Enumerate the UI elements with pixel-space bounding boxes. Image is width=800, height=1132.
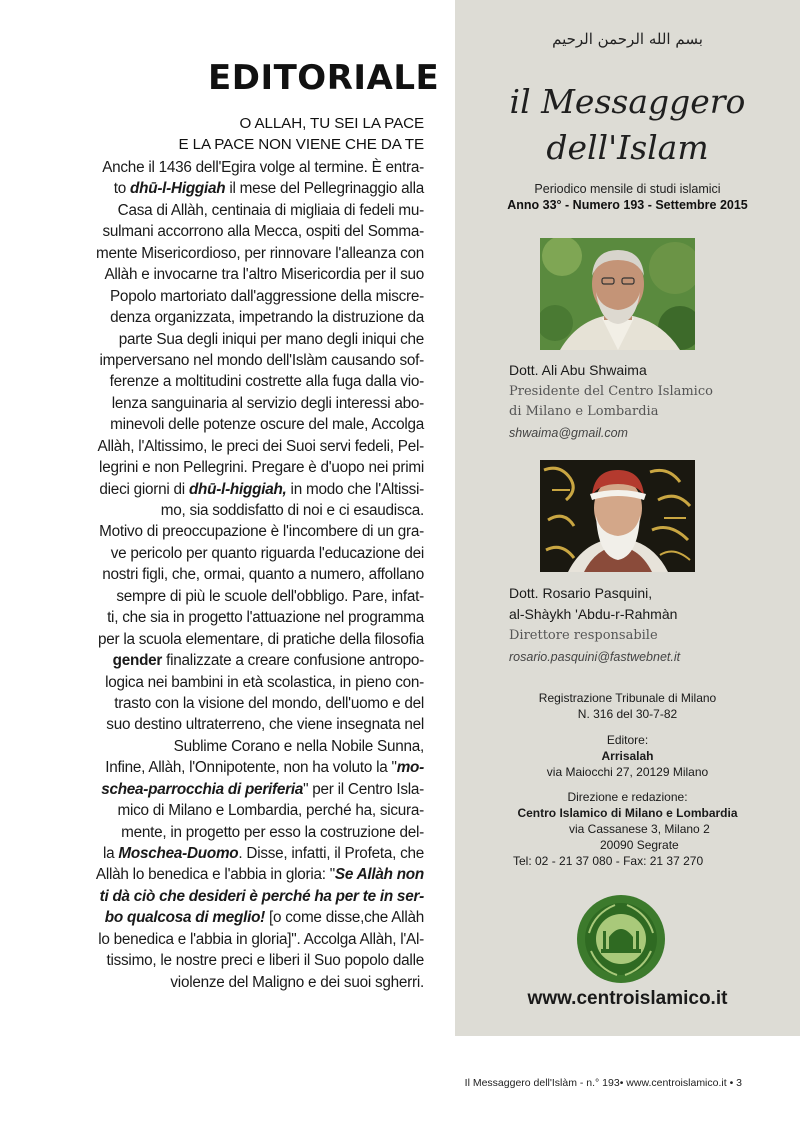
editorial-line xyxy=(84,607,424,628)
publisher-name: Arrisalah xyxy=(601,749,654,763)
person-role-2: Direttore responsabile xyxy=(509,628,658,643)
editorial-line xyxy=(84,629,424,650)
body-text: legrini e non Pellegrini. Pregare è d'uopo nei primi xyxy=(99,459,424,477)
editorial-line xyxy=(84,243,424,264)
body-text: sempre di più le scuole dell'obbligo. Pare, infat- xyxy=(116,587,424,605)
body-text: lenza sanguinaria al servizio degli interessi abo- xyxy=(111,394,424,412)
office-phone: Tel: 02 - 21 37 080 - Fax: 21 37 270 xyxy=(513,854,704,868)
person-role-1b: di Milano e Lombardia xyxy=(509,404,659,419)
publisher-address: via Maiocchi 27, 20129 Milano xyxy=(546,765,709,779)
body-text: minevoli delle potenze oscure del male, Accolga xyxy=(110,416,424,434)
editorial-line xyxy=(84,779,424,800)
website-url: www.centroislamico.it xyxy=(527,988,728,1009)
body-text: " per il Centro Isla- xyxy=(303,780,424,798)
body-text: in modo che l'Altissi- xyxy=(286,480,424,498)
body-text: Motivo di preoccupazione è l'incombere di un gra- xyxy=(99,523,424,541)
body-text: mico di Milano e Lombardia, perché ha, sicura- xyxy=(117,802,424,820)
editorial-line xyxy=(84,479,424,500)
body-text: [o come disse,che Allàh xyxy=(265,909,424,927)
body-text: Allàh lo benedica e l'abbia in gloria: " xyxy=(95,866,335,884)
mosque-seal-logo-icon xyxy=(575,893,667,985)
body-text: ve pericolo per quanto riguarda l'educazione dei xyxy=(110,544,424,562)
editorial-line xyxy=(84,650,424,671)
editorial-line xyxy=(84,264,424,285)
office-label: Direzione e redazione: xyxy=(567,790,688,804)
emphasis-text: Se Allàh non xyxy=(334,866,424,884)
emphasis-text: bo qualcosa di meglio! xyxy=(104,909,266,927)
body-text: mente, in progetto per esso la costruzione del- xyxy=(121,823,424,841)
person-title-2: al-Shàykh 'Abdu-r-Rahmàn xyxy=(509,606,678,622)
editorial-line xyxy=(84,864,424,885)
editorial-line xyxy=(84,714,424,735)
office-name: Centro Islamico di Milano e Lombardia xyxy=(517,806,738,820)
body-text: to xyxy=(113,180,131,198)
body-text: logica nei bambini in età scolastica, in pieno con- xyxy=(105,673,424,691)
body-text: suo destino ultraterreno, che viene insegnata nel xyxy=(106,716,424,734)
body-text: trasto con la visione del mondo, dell'uomo e del xyxy=(114,694,424,712)
editorial-line xyxy=(84,521,424,542)
body-text: per la scuola elementare, di pratiche della filosofia xyxy=(97,630,424,648)
editorial-body xyxy=(84,157,424,993)
body-text: Casa di Allàh, centinaia di migliaia di fedeli mu- xyxy=(117,201,424,219)
editorial-line xyxy=(84,350,424,371)
editorial-line xyxy=(84,436,424,457)
editorial-line xyxy=(84,393,424,414)
body-text: . Disse, infatti, il Profeta, che xyxy=(238,845,424,862)
editorial-line xyxy=(84,757,424,778)
editorial-line xyxy=(84,843,424,864)
editorial-line xyxy=(84,157,424,178)
body-text: Allàh e invocarne tra l'altro Misericordia per il suo xyxy=(104,266,424,284)
magazine-issue: Anno 33° - Numero 193 - Settembre 2015 xyxy=(507,198,748,212)
editorial-line xyxy=(84,586,424,607)
editorial-line xyxy=(84,307,424,328)
editorial-line xyxy=(84,564,424,585)
body-text: parte Sua degli iniqui per mano degli iniqui che xyxy=(118,330,424,348)
editorial-line xyxy=(84,329,424,350)
editorial-line xyxy=(84,972,424,993)
editorial-line xyxy=(84,822,424,843)
magazine-subtitle: Periodico mensile di studi islamici xyxy=(534,182,721,196)
person-name-2: Dott. Rosario Pasquini, xyxy=(509,585,653,601)
page-footer: Il Messaggero dell'Islàm - n.° 193• www.centroislamico.it • 3 xyxy=(464,1077,742,1089)
editorial-subhead-2: E LA PACE NON VIENE CHE DA TE xyxy=(178,136,424,153)
emphasis-text: Moschea-Duomo xyxy=(118,845,239,862)
person-name-1: Dott. Ali Abu Shwaima xyxy=(509,362,647,378)
editorial-line xyxy=(84,371,424,392)
emphasis-text: mo- xyxy=(396,759,424,777)
editorial-line xyxy=(84,414,424,435)
body-text: mente Misericordioso, per rinnovare l'alleanza con xyxy=(96,244,424,262)
editorial-line xyxy=(84,672,424,693)
editorial-line xyxy=(84,178,424,199)
body-text: Sublime Corano e nella Nobile Sunna, xyxy=(173,737,424,755)
person-email-1: shwaima@gmail.com xyxy=(509,426,628,440)
basmala-calligraphy: بسم الله الرحمن الرحيم xyxy=(552,30,703,48)
person-email-2: rosario.pasquini@fastwebnet.it xyxy=(509,650,681,664)
body-text: Allàh, l'Altissimo, le preci dei Suoi servi fedeli, Pel- xyxy=(97,437,424,455)
editorial-line xyxy=(84,929,424,950)
editorial-title: EDITORIALE xyxy=(208,58,440,98)
body-text: imperversano nel mondo dell'Islàm causando sof- xyxy=(99,351,424,369)
body-text: denza organizzata, impetrando la distruzione da xyxy=(110,309,424,327)
editorial-line xyxy=(84,950,424,971)
body-text: sulmani accorrono alla Mecca, ospiti del Somma- xyxy=(102,223,424,241)
emphasis-text: ti dà ciò che desideri è perché ha per te in ser- xyxy=(99,887,424,905)
editorial-line xyxy=(84,736,424,757)
body-text: mo, sia soddisfatto di noi e ci esaudisca. xyxy=(160,502,424,519)
editorial-line xyxy=(84,693,424,714)
body-text: lo benedica e l'abbia in gloria]". Accolga Allàh, l'Al- xyxy=(98,930,424,948)
magazine-title-line-2: dell'Islam xyxy=(546,128,709,167)
editorial-line xyxy=(84,886,424,907)
registration-line-1: Registrazione Tribunale di Milano xyxy=(538,691,717,705)
emphasis-text: schea-parrocchia di periferia xyxy=(101,780,304,798)
editorial-subhead-1: O ALLAH, TU SEI LA PACE xyxy=(239,115,424,132)
body-text: il mese del Pellegrinaggio alla xyxy=(225,180,424,198)
masthead-panel xyxy=(455,0,800,1036)
editorial-line xyxy=(84,200,424,221)
editorial-line xyxy=(84,800,424,821)
editorial-line xyxy=(84,457,424,478)
body-text: la xyxy=(103,845,119,862)
body-text: dieci giorni di xyxy=(99,480,189,498)
body-text: tissimo, le nostre preci e liberi il Suo popolo dalle xyxy=(106,952,424,970)
office-address-1: via Cassanese 3, Milano 2 xyxy=(569,822,710,836)
editorial-line xyxy=(84,907,424,928)
editorial-line xyxy=(84,500,424,521)
emphasis-text: dhū-l-Higgiah xyxy=(130,180,226,198)
body-text: nostri figli, che, ormai, quanto a numero, affollano xyxy=(102,566,424,584)
registration-line-2: N. 316 del 30-7-82 xyxy=(577,707,678,721)
emphasis-text: gender xyxy=(112,652,163,670)
body-text: Anche il 1436 dell'Egira volge al termine. È entra- xyxy=(102,159,424,176)
portrait-photo-ali-abu-shwaima xyxy=(540,238,695,350)
body-text: Popolo martoriato dall'aggressione della miscre- xyxy=(109,287,424,305)
editorial-line xyxy=(84,286,424,307)
emphasis-text: dhū-l-higgiah, xyxy=(188,480,287,498)
editorial-line xyxy=(84,543,424,564)
magazine-title-line-1: il Messaggero xyxy=(509,82,746,121)
person-role-1a: Presidente del Centro Islamico xyxy=(509,384,713,399)
publisher-label: Editore: xyxy=(606,733,649,747)
body-text: Infine, Allàh, l'Onnipotente, non ha voluto la " xyxy=(105,759,397,777)
office-address-2: 20090 Segrate xyxy=(600,838,679,852)
body-text: violenze del Maligno e dei suoi sgherri. xyxy=(170,973,424,991)
body-text: ferenze a moltitudini costrette alla fuga dalla vio- xyxy=(109,373,424,391)
portrait-photo-rosario-pasquini xyxy=(540,460,695,572)
body-text: ti, che sia in progetto l'attuazione nel programma xyxy=(107,609,424,627)
editorial-line xyxy=(84,221,424,242)
body-text: finalizzate a creare confusione antropo- xyxy=(162,652,424,670)
